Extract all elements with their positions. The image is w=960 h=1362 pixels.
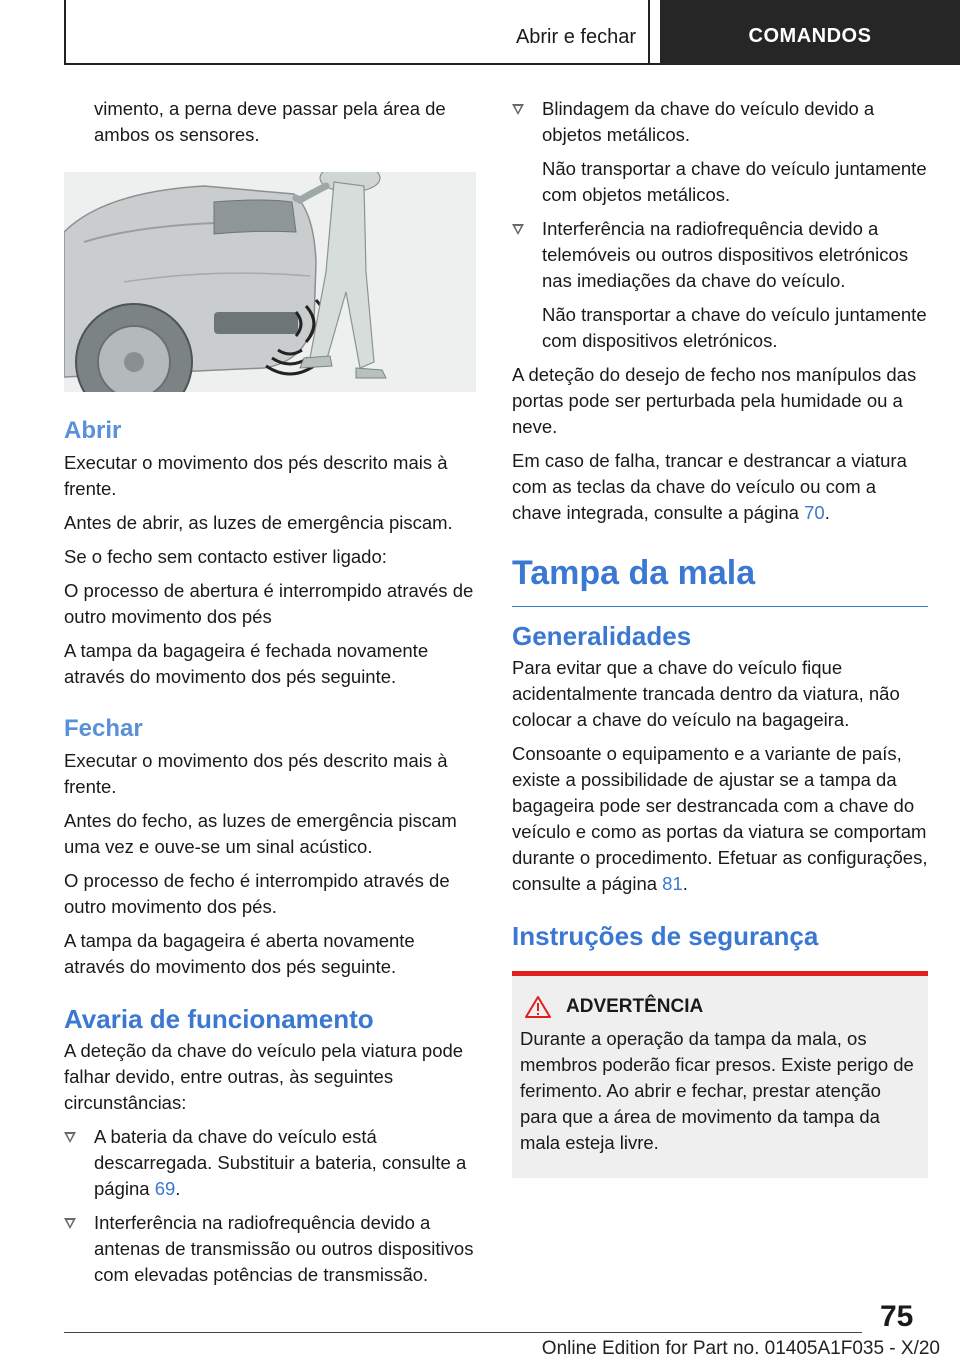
right-paragraph-1: A deteção do desejo de fecho nos manípulos das portas pode ser perturbada pela humidade ou a neve. <box>512 364 917 437</box>
paragraph-text: Em caso de falha, trancar e destrancar a viatura com as teclas da chave do veículo ou com a chave integrada, consulte a página <box>512 450 907 523</box>
warning-box <box>512 971 928 1178</box>
bullet-subtext: Não transportar a chave do veículo juntamente com dispositivos eletrónicos. <box>542 304 927 351</box>
abrir-paragraph-5: A tampa da bagageira é fechada novamente através do movimento dos pés seguinte. <box>64 640 429 687</box>
warning-title: ADVERTÊNCIA <box>566 996 704 1017</box>
generalidades-paragraph-2 <box>512 741 928 897</box>
bullet-text: Interferência na radiofrequência devido a telemóveis ou outros dispositivos eletrónicos nas imediações da chave do veículo. <box>542 218 909 291</box>
warning-header <box>520 994 920 1020</box>
header-rule-middle <box>648 0 650 64</box>
fechar-paragraph-3: O processo de fecho é interrompido através de outro movimento dos pés. <box>64 870 450 917</box>
bullet-text: A bateria da chave do veículo está descarregada. Substituir a bateria, consulte a página <box>94 1126 467 1199</box>
car-trunk-sensor-illustration <box>64 172 476 392</box>
bullet-text: Blindagem da chave do veículo devido a objetos metálicos. <box>542 98 875 145</box>
list-item <box>64 1210 476 1288</box>
fechar-paragraph-4: A tampa da bagageira é aberta novamente através do movimento dos pés seguinte. <box>64 930 415 977</box>
intro-paragraph: vimento, a perna deve passar pela área de ambos os sensores. <box>94 98 446 145</box>
triangle-bullet-icon <box>64 1218 76 1229</box>
right-column <box>512 96 928 1178</box>
fechar-paragraph-2: Antes do fecho, as luzes de emergência piscam uma vez e ouve-se um sinal acústico. <box>64 810 457 857</box>
heading-abrir: Abrir <box>64 417 122 444</box>
bullet-subtext: Não transportar a chave do veículo juntamente com objetos metálicos. <box>542 158 927 205</box>
illustration-foot-sensor <box>64 172 476 392</box>
heading-avaria: Avaria de funcionamento <box>64 1004 374 1034</box>
paragraph-end: . <box>682 873 688 894</box>
bullet-text: Interferência na radiofrequência devido a antenas de transmissão ou outros dispositivos com elevadas potências de transmissão. <box>94 1212 474 1285</box>
abrir-paragraph-2: Antes de abrir, as luzes de emergência piscam. <box>64 512 453 533</box>
generalidades-paragraph-1: Para evitar que a chave do veículo fique acidentalmente trancada dentro da viatura, não colocar a chave do veículo na bagageira. <box>512 657 900 730</box>
list-item <box>512 216 928 354</box>
left-column <box>64 96 476 1296</box>
avaria-paragraph-1: A deteção da chave do veículo pela viatura pode falhar devido, entre outras, às seguintes circunstâncias: <box>64 1040 464 1113</box>
list-item <box>512 96 928 208</box>
footer-edition: Online Edition for Part no. 01405A1F035 - X/20 <box>541 1338 940 1359</box>
page-link-70[interactable]: 70 <box>804 502 825 523</box>
triangle-bullet-icon <box>512 224 524 235</box>
page-link-81[interactable]: 81 <box>662 873 683 894</box>
header-chapter-label: COMANDOS <box>748 25 872 47</box>
right-paragraph-2 <box>512 448 928 526</box>
list-item <box>64 1124 476 1202</box>
paragraph-end: . <box>824 502 830 523</box>
bullet-end: . <box>175 1178 181 1199</box>
page-number: 75 <box>880 1300 914 1333</box>
avaria-list <box>64 1124 476 1288</box>
warning-text: Durante a operação da tampa da mala, os membros poderão ficar presos. Existe perigo de ferimento. Ao abrir e fechar, prestar atenção para que a área de movimento da tampa da mala esteja livre. <box>520 1028 914 1153</box>
triangle-bullet-icon <box>64 1132 76 1143</box>
heading-instrucoes-seguranca: Instruções de segurança <box>512 921 819 951</box>
header-rule-left <box>64 0 66 64</box>
warning-triangle-icon <box>524 995 552 1019</box>
paragraph-text: Consoante o equipamento e a variante de país, existe a possibilidade de ajustar se a tampa da bagageira pode ser destrancada com a chave do veículo e como as portas da viatura se comportam durante o procedimento. Efetuar as configurações, consulte a página <box>512 743 928 894</box>
header-chapter-tab <box>660 0 960 65</box>
header-section-title: Abrir e fechar <box>515 26 636 48</box>
abrir-paragraph-1: Executar o movimento dos pés descrito mais à frente. <box>64 452 448 499</box>
avaria-list-continued <box>512 96 928 354</box>
heading-generalidades: Generalidades <box>512 621 692 651</box>
fechar-paragraph-1: Executar o movimento dos pés descrito mais à frente. <box>64 750 448 797</box>
abrir-paragraph-4: O processo de abertura é interrompido através de outro movimento dos pés <box>64 580 474 627</box>
footer-rule <box>64 1332 862 1333</box>
heading-tampa-da-mala: Tampa da mala <box>512 552 928 607</box>
header-rule-bottom <box>64 63 660 65</box>
abrir-paragraph-3: Se o fecho sem contacto estiver ligado: <box>64 546 387 567</box>
heading-fechar: Fechar <box>64 715 143 742</box>
triangle-bullet-icon <box>512 104 524 115</box>
page-link-69[interactable]: 69 <box>154 1178 176 1199</box>
